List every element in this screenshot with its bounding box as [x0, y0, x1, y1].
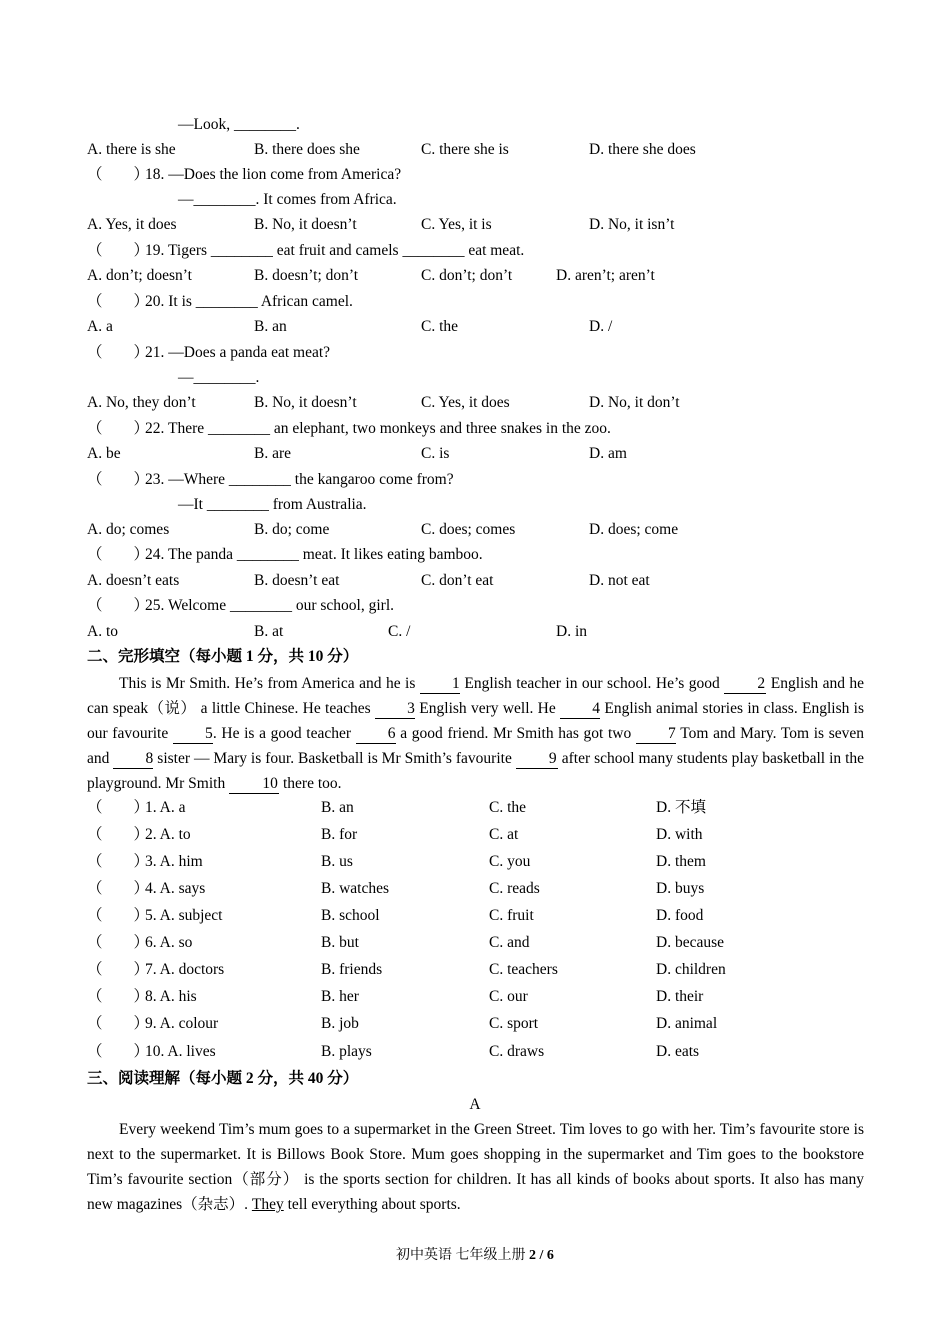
- option-b: B. school: [321, 907, 380, 924]
- cloze-text: English and he can speak（说） a little Chinese. He teaches: [87, 675, 865, 717]
- q18-option-d: D. No, it isn’t: [589, 216, 675, 233]
- answer-bracket[interactable]: （ ）: [87, 546, 150, 563]
- q22-option-d: D. am: [589, 445, 627, 462]
- cloze-blank-2: 2: [724, 675, 766, 694]
- answer-bracket[interactable]: （ ）: [87, 961, 150, 978]
- option-d: D. children: [656, 961, 726, 978]
- q21-option-d: D. No, it don’t: [589, 394, 680, 411]
- cloze-blank-5: 5: [173, 725, 213, 744]
- cloze-item-7: [87, 960, 224, 980]
- cloze-blank-10: 10: [229, 775, 279, 794]
- question-18-reply: —________. It comes from Africa.: [178, 191, 397, 208]
- option-b: B. but: [321, 934, 359, 951]
- reading-heading: 三、阅读理解（每小题 2 分，共 40 分）: [87, 1070, 359, 1087]
- option-c: C. fruit: [489, 907, 534, 924]
- cloze-text: English animal stories in class. English is our favourite: [87, 700, 865, 742]
- answer-bracket[interactable]: （ ）: [87, 799, 150, 816]
- q17-option-a: A. there is she: [87, 141, 176, 158]
- cloze-text: English very well. He: [419, 700, 556, 717]
- q25-option-a: A. to: [87, 623, 118, 640]
- q22-option-c: C. is: [421, 445, 450, 462]
- cloze-heading: 二、完形填空（每小题 1 分，共 10 分）: [87, 648, 359, 665]
- option-d: D. their: [656, 988, 704, 1005]
- answer-bracket[interactable]: （ ）: [87, 597, 150, 614]
- option-a: 5. A. subject: [145, 907, 223, 924]
- q21-option-b: B. No, it doesn’t: [254, 394, 357, 411]
- question-24: [87, 545, 483, 565]
- answer-bracket[interactable]: （ ）: [87, 1015, 150, 1032]
- q20-option-b: B. an: [254, 318, 287, 335]
- option-c: C. at: [489, 826, 519, 843]
- question-18: [87, 165, 401, 185]
- question-23: [87, 470, 454, 490]
- q23-option-d: D. does; come: [589, 521, 679, 538]
- question-stem: 25. Welcome ________ our school, girl.: [145, 597, 395, 614]
- cloze-item-2: [87, 825, 191, 845]
- answer-bracket[interactable]: （ ）: [87, 293, 150, 310]
- cloze-text: sister — Mary is four. Basketball is Mr Smith’s favourite: [157, 750, 512, 767]
- question-stem: 22. There ________ an elephant, two monkeys and three snakes in the zoo.: [145, 420, 611, 437]
- option-d: D. buys: [656, 880, 705, 897]
- answer-bracket[interactable]: （ ）: [87, 166, 150, 183]
- answer-bracket[interactable]: （ ）: [87, 880, 150, 897]
- question-25: [87, 596, 394, 616]
- cloze-passage: [87, 671, 864, 796]
- q20-option-d: D. /: [589, 318, 613, 335]
- cloze-blank-8: 8: [113, 750, 153, 769]
- question-19: [87, 241, 524, 261]
- question-21-reply: —________.: [178, 369, 260, 386]
- question-stem: 19. Tigers ________ eat fruit and camels ________ eat meat.: [145, 242, 525, 259]
- q19-option-c: C. don’t; don’t: [421, 267, 513, 284]
- option-b: B. an: [321, 799, 354, 816]
- cloze-item-10: [87, 1042, 216, 1062]
- reading-passage-a: [87, 1117, 864, 1217]
- q17-option-d: D. there she does: [589, 141, 696, 158]
- q18-option-c: C. Yes, it is: [421, 216, 492, 233]
- option-c: C. the: [489, 799, 527, 816]
- q19-option-d: D. aren’t; aren’t: [556, 267, 655, 284]
- cloze-blank-7: 7: [636, 725, 676, 744]
- passage-text: Every weekend Tim’s mum goes to a supermarket in the Green Street. Tim loves to go with her. Tim’s favourite store is next to the supermarket. It is Billows Book Store. Mum goes shopping in the supermarket and Tim goes to the bookstore Tim’s favourite section（部分） is the sports section for children. It has all kinds of books about sports. It also has many new magazines（杂志）.: [87, 1121, 864, 1213]
- option-b: B. job: [321, 1015, 359, 1032]
- option-c: C. draws: [489, 1043, 545, 1060]
- cloze-text: Tom and Mary. Tom is seven and: [87, 725, 865, 767]
- answer-bracket[interactable]: （ ）: [87, 1043, 150, 1060]
- question-stem: 21. —Does a panda eat meat?: [145, 344, 331, 361]
- option-a: 2. A. to: [145, 826, 191, 843]
- cloze-text: . He is a good teacher: [212, 725, 351, 742]
- question-20: [87, 292, 353, 312]
- q22-option-a: A. be: [87, 445, 121, 462]
- q24-option-d: D. not eat: [589, 572, 650, 589]
- answer-bracket[interactable]: （ ）: [87, 344, 150, 361]
- cloze-blank-1: 1: [420, 675, 460, 694]
- cloze-text: a good friend. Mr Smith has got two: [400, 725, 632, 742]
- option-b: B. watches: [321, 880, 390, 897]
- q17-option-c: C. there she is: [421, 141, 509, 158]
- q23-option-c: C. does; comes: [421, 521, 516, 538]
- q24-option-c: C. don’t eat: [421, 572, 494, 589]
- question-22: [87, 419, 611, 439]
- q21-option-c: C. Yes, it does: [421, 394, 510, 411]
- answer-bracket[interactable]: （ ）: [87, 826, 150, 843]
- option-b: B. plays: [321, 1043, 372, 1060]
- q24-option-b: B. doesn’t eat: [254, 572, 340, 589]
- option-d: D. because: [656, 934, 724, 951]
- option-d: D. food: [656, 907, 704, 924]
- option-a: 3. A. him: [145, 853, 203, 870]
- q17-answer-line: —Look, ________.: [178, 116, 300, 133]
- q20-option-c: C. the: [421, 318, 459, 335]
- underlined-word: They: [251, 1196, 284, 1213]
- page-footer: [0, 1246, 950, 1266]
- option-a: 6. A. so: [145, 934, 193, 951]
- question-21: [87, 343, 330, 363]
- q19-option-b: B. doesn’t; don’t: [254, 267, 359, 284]
- question-stem: 23. —Where ________ the kangaroo come from?: [145, 471, 454, 488]
- passage-label: A: [469, 1096, 481, 1113]
- passage-text: tell everything about sports.: [283, 1196, 461, 1213]
- answer-bracket[interactable]: （ ）: [87, 934, 150, 951]
- footer-label: 初中英语 七年级上册: [396, 1248, 530, 1263]
- q23-option-b: B. do; come: [254, 521, 330, 538]
- option-b: B. her: [321, 988, 359, 1005]
- q21-option-a: A. No, they don’t: [87, 394, 196, 411]
- option-c: C. sport: [489, 1015, 539, 1032]
- option-a: 1. A. a: [145, 799, 186, 816]
- q24-option-a: A. doesn’t eats: [87, 572, 180, 589]
- question-stem: 18. —Does the lion come from America?: [145, 166, 402, 183]
- cloze-item-4: [87, 879, 205, 899]
- page-number: 2 / 6: [529, 1248, 554, 1263]
- q20-option-a: A. a: [87, 318, 113, 335]
- answer-bracket[interactable]: （ ）: [87, 853, 150, 870]
- answer-bracket[interactable]: （ ）: [87, 988, 150, 1005]
- cloze-item-1: [87, 798, 185, 818]
- option-a: 4. A. says: [145, 880, 206, 897]
- cloze-item-6: [87, 933, 192, 953]
- cloze-item-8: [87, 987, 197, 1007]
- q23-option-a: A. do; comes: [87, 521, 170, 538]
- option-a: 9. A. colour: [145, 1015, 219, 1032]
- option-a: 7. A. doctors: [145, 961, 225, 978]
- cloze-item-5: [87, 906, 223, 926]
- answer-bracket[interactable]: （ ）: [87, 907, 150, 924]
- option-c: C. you: [489, 853, 531, 870]
- question-stem: 20. It is ________ African camel.: [145, 293, 353, 310]
- q25-option-b: B. at: [254, 623, 284, 640]
- option-b: B. friends: [321, 961, 383, 978]
- answer-bracket[interactable]: （ ）: [87, 242, 150, 259]
- option-a: 8. A. his: [145, 988, 197, 1005]
- cloze-text: after school many students play basketball in the playground. Mr Smith: [87, 750, 865, 792]
- option-d: D. animal: [656, 1015, 718, 1032]
- option-c: C. reads: [489, 880, 540, 897]
- cloze-blank-9: 9: [516, 750, 558, 769]
- cloze-item-9: [87, 1014, 218, 1034]
- q22-option-b: B. are: [254, 445, 292, 462]
- cloze-item-3: [87, 852, 203, 872]
- answer-bracket[interactable]: （ ）: [87, 420, 150, 437]
- q25-option-d: D. in: [556, 623, 587, 640]
- cloze-blank-3: 3: [375, 700, 415, 719]
- cloze-blank-4: 4: [560, 700, 600, 719]
- answer-bracket[interactable]: （ ）: [87, 471, 150, 488]
- option-d: D. with: [656, 826, 703, 843]
- question-stem: 24. The panda ________ meat. It likes eating bamboo.: [145, 546, 483, 563]
- cloze-blank-6: 6: [356, 725, 396, 744]
- q18-option-a: A. Yes, it does: [87, 216, 177, 233]
- option-c: C. teachers: [489, 961, 558, 978]
- option-d: D. eats: [656, 1043, 700, 1060]
- q25-option-c: C. /: [388, 623, 411, 640]
- option-b: B. us: [321, 853, 353, 870]
- question-23-reply: —It ________ from Australia.: [178, 496, 367, 513]
- option-b: B. for: [321, 826, 358, 843]
- option-a: 10. A. lives: [145, 1043, 216, 1060]
- option-d: D. 不填: [656, 799, 706, 816]
- cloze-text: English teacher in our school. He’s good: [464, 675, 720, 692]
- q19-option-a: A. don’t; doesn’t: [87, 267, 192, 284]
- cloze-text: there too.: [282, 775, 342, 792]
- q17-option-b: B. there does she: [254, 141, 360, 158]
- option-d: D. them: [656, 853, 706, 870]
- cloze-text: This is Mr Smith. He’s from America and he is: [119, 675, 416, 692]
- q18-option-b: B. No, it doesn’t: [254, 216, 357, 233]
- option-c: C. our: [489, 988, 528, 1005]
- option-c: C. and: [489, 934, 530, 951]
